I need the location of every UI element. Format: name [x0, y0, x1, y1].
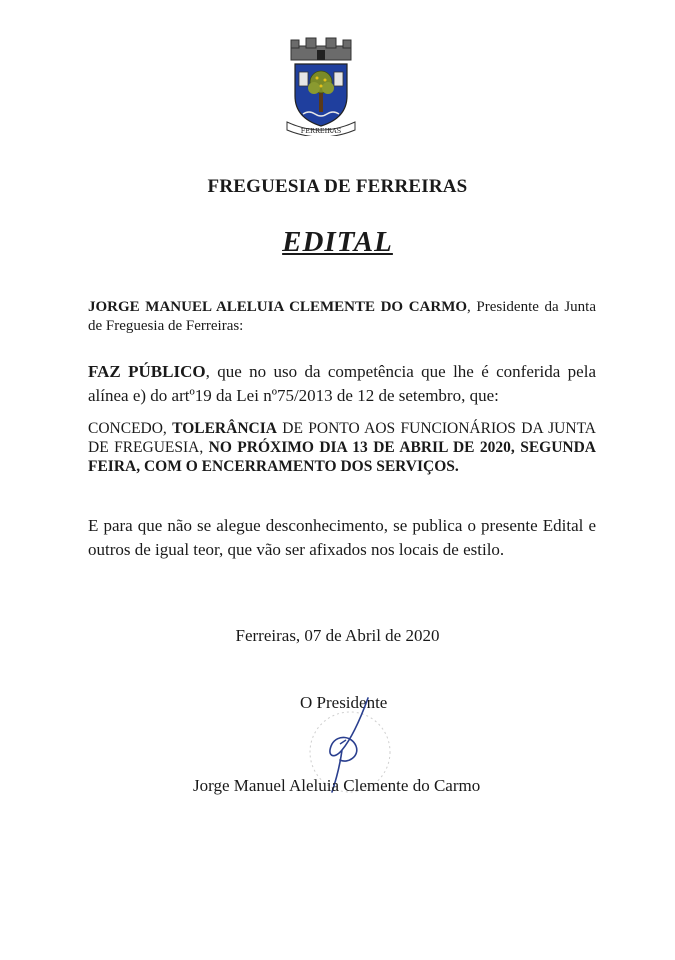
decision-part1: CONCEDO, [88, 420, 173, 437]
decision-part4: NO PRÓXIMO DIA 13 DE ABRIL DE 2020, SEGUNDA FEIRA, COM O ENCERRAMENTO DOS SERVIÇOS. [88, 439, 596, 475]
notice-paragraph [88, 360, 596, 408]
signatory-role: O Presidente [300, 693, 388, 712]
place-date: Ferreiras, 07 de Abril de 2020 [235, 626, 440, 645]
organization-heading: FREGUESIA DE FERREIRAS [207, 176, 468, 197]
intro-paragraph [88, 298, 596, 336]
mural-crown-icon [291, 38, 351, 60]
closing-paragraph: E para que não se alegue desconhecimento, se publica o presente Edital e outros de igual teor, que vão ser afixados nos locais de estilo. [88, 516, 596, 559]
coat-of-arms-icon [279, 36, 363, 136]
notice-text: , que no uso da competência que lhe é conferida pela alínea e) do artº19 da Lei nº75/2013 de 12 de setembro, que: [88, 362, 596, 405]
document-title: EDITAL [282, 226, 393, 258]
decision-paragraph [88, 419, 596, 476]
signatory-name: Jorge Manuel Aleluia Clemente do Carmo [193, 776, 481, 795]
intro-text: , Presidente da Junta de Freguesia de Ferreiras: [88, 299, 596, 334]
decision-part2: TOLERÂNCIA [172, 420, 277, 437]
crest-label: FERREIRAS [300, 127, 342, 135]
notice-lead: FAZ PÚBLICO [88, 362, 206, 381]
decision-part3: DE PONTO AOS FUNCIONÁRIOS DA JUNTA DE FREGUESIA, [88, 420, 596, 456]
president-name: JORGE MANUEL ALELUIA CLEMENTE DO CARMO [88, 299, 468, 315]
